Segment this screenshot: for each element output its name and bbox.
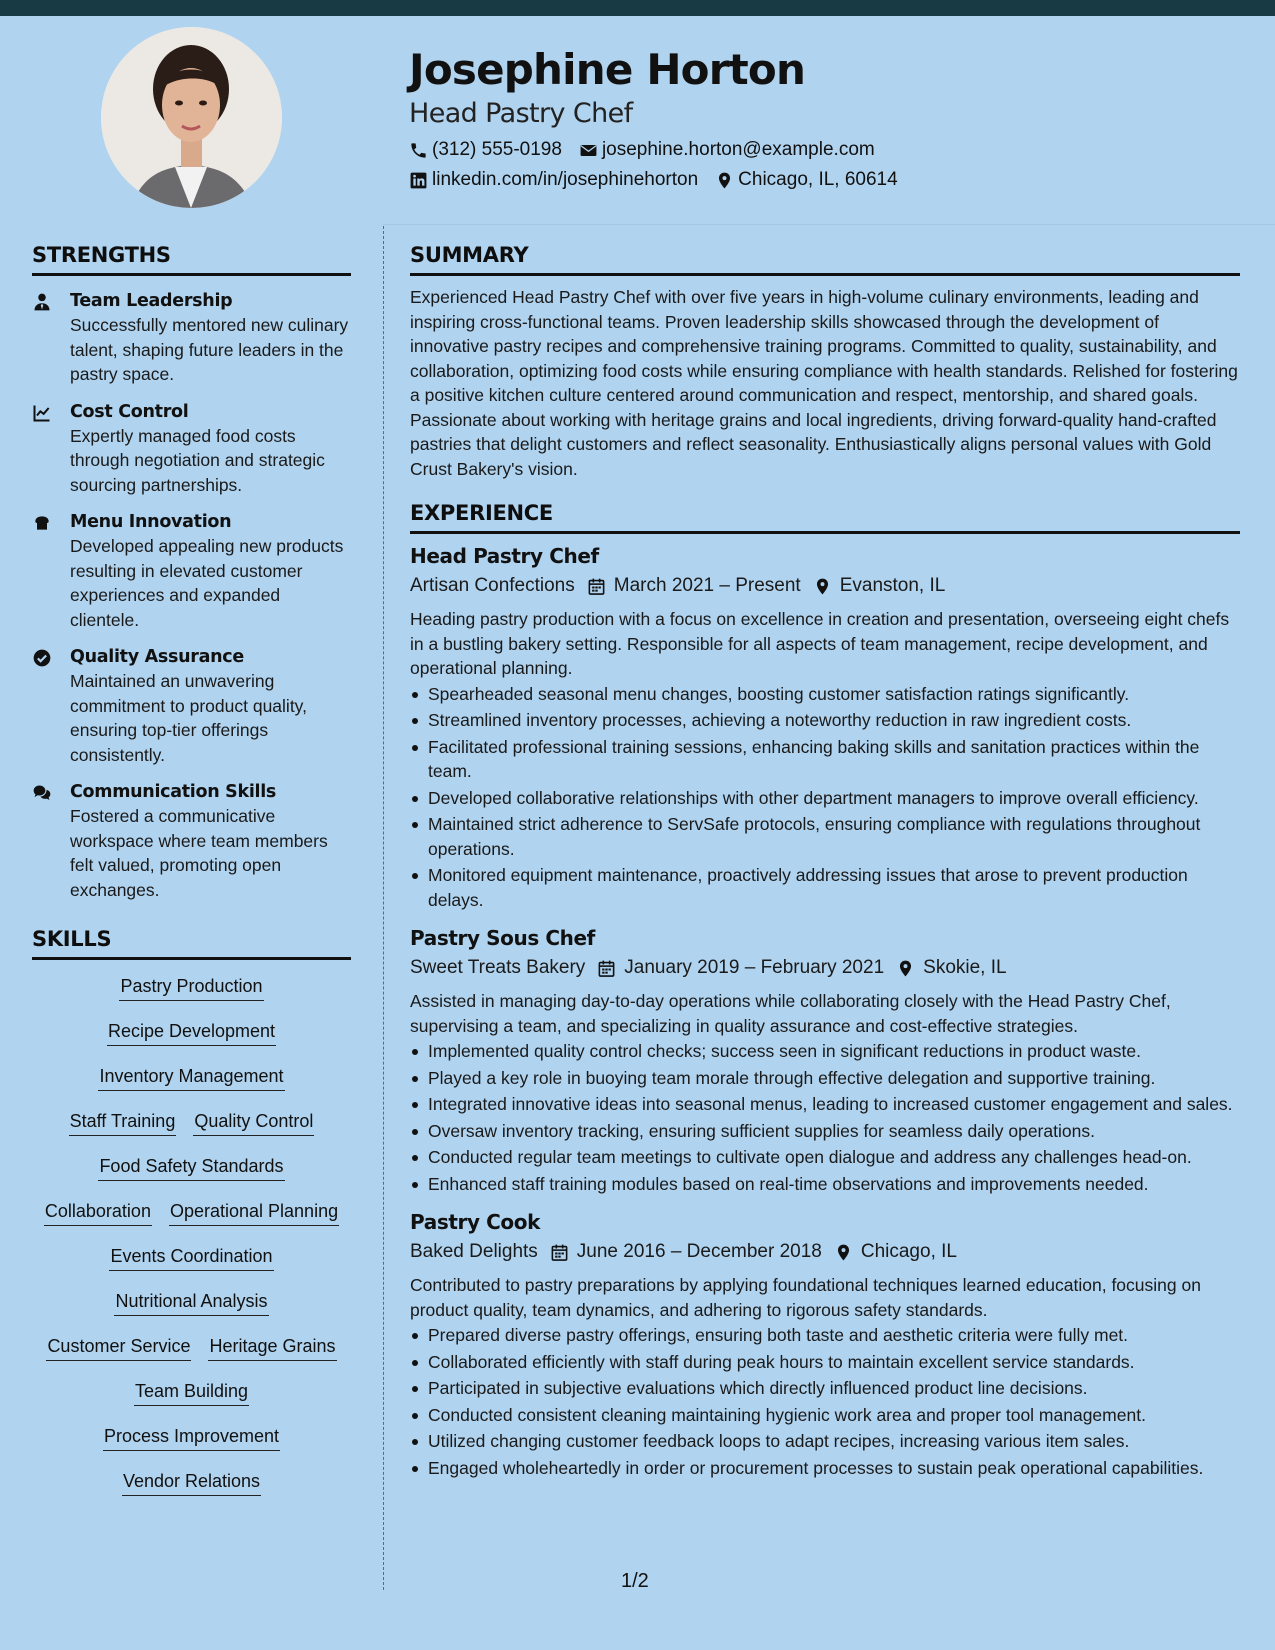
skill-tag: Pastry Production: [119, 974, 263, 1001]
experience-heading: EXPERIENCE: [410, 501, 553, 525]
job-bullet: Utilized changing customer feedback loops to adapt recipes, increasing various item sales.: [410, 1429, 1240, 1454]
bread-icon: [32, 513, 52, 533]
strength-title: Communication Skills: [70, 782, 277, 802]
strength-title: Quality Assurance: [70, 647, 244, 667]
email-contact[interactable]: [579, 138, 875, 162]
skills-list: [32, 974, 351, 1514]
skill-tag: Customer Service: [46, 1334, 191, 1361]
job-meta: [410, 1238, 1240, 1266]
job-bullet: Oversaw inventory tracking, ensuring sufficient supplies for seamless daily operations.: [410, 1119, 1240, 1144]
job-bullet: Maintained strict adherence to ServSafe protocols, ensuring compliance with regulations throughout operations.: [410, 812, 1240, 861]
contact-row-1: [409, 138, 1229, 162]
left-column: [32, 240, 351, 1514]
job-description: Heading pastry production with a focus on excellence in creation and presentation, overseeing eight chefs in a bustling bakery setting. Responsible for all aspects of team management, recipe development, and operational planning.: [410, 609, 1230, 678]
comments-icon: [32, 783, 52, 803]
skill-tag: Staff Training: [69, 1109, 177, 1136]
summary-rule: [410, 273, 1240, 276]
job-location: Chicago, IL: [860, 1241, 957, 1262]
job-bullets: [410, 1323, 1240, 1480]
strength-description: Developed appealing new products resulting in elevated customer experiences and expanded clientele.: [70, 536, 344, 630]
calendar-icon: [597, 959, 616, 978]
right-column: [410, 240, 1240, 1482]
candidate-title: Head Pastry Chef: [409, 98, 633, 129]
job-bullet: Streamlined inventory processes, achieving a noteworthy reduction in raw ingredient costs.: [410, 708, 1240, 733]
job-title: Pastry Cook: [410, 1210, 541, 1234]
job-dates: March 2021 – Present: [613, 575, 801, 596]
column-divider: [383, 226, 384, 1590]
linkedin-text: linkedin.com/in/josephinehorton: [432, 169, 699, 190]
header-divider: [383, 224, 1275, 225]
map-pin-icon: [896, 959, 915, 978]
phone-icon: [409, 141, 428, 160]
job-bullet: Spearheaded seasonal menu changes, boosting customer satisfaction ratings significantly.: [410, 682, 1240, 707]
skill-tag: Operational Planning: [169, 1199, 339, 1226]
job-dates: June 2016 – December 2018: [576, 1241, 822, 1262]
skill-tag: Vendor Relations: [122, 1469, 261, 1496]
calendar-icon: [587, 577, 606, 596]
job-entry: [410, 1208, 1240, 1480]
skill-tag: Quality Control: [193, 1109, 314, 1136]
strength-description: Successfully mentored new culinary talent, shaping future leaders in the pastry space.: [70, 315, 349, 384]
skill-tag: Events Coordination: [109, 1244, 273, 1271]
job-bullet: Collaborated efficiently with staff during peak hours to maintain excellent service standards.: [410, 1350, 1240, 1375]
strength-description: Expertly managed food costs through negotiation and strategic sourcing partnerships.: [70, 425, 325, 495]
strengths-rule: [32, 273, 351, 276]
strength-item: [32, 780, 351, 902]
job-bullet: Integrated innovative ideas into seasonal menus, leading to increased customer engagement and sales.: [410, 1092, 1240, 1117]
job-bullet: Conducted regular team meetings to cultivate open dialogue and address any challenges head-on.: [410, 1145, 1240, 1170]
job-bullet: Enhanced staff training modules based on real-time observations and improvements needed.: [410, 1172, 1240, 1197]
job-meta: [410, 954, 1240, 982]
linkedin-contact[interactable]: [409, 168, 698, 192]
job-dates: January 2019 – February 2021: [624, 957, 885, 978]
job-location: Evanston, IL: [839, 575, 946, 596]
map-pin-icon: [715, 171, 734, 190]
candidate-name: Josephine Horton: [409, 45, 806, 94]
location-contact: [715, 168, 898, 192]
strength-item: [32, 289, 351, 387]
job-bullets: [410, 1039, 1240, 1196]
job-bullet: Engaged wholeheartedly in order or procurement processes to sustain peak operational capabilities.: [410, 1456, 1240, 1481]
skill-tag: Food Safety Standards: [98, 1154, 284, 1181]
experience-rule: [410, 531, 1240, 534]
job-meta: [410, 572, 1240, 600]
skills-heading: SKILLS: [32, 927, 112, 951]
job-bullet: Implemented quality control checks; success seen in significant reductions in product waste.: [410, 1039, 1240, 1064]
job-bullet: Facilitated professional training sessions, enhancing baking skills and sanitation practices within the team.: [410, 735, 1240, 784]
job-location: Skokie, IL: [923, 957, 1007, 978]
summary-heading: SUMMARY: [410, 243, 529, 267]
strength-title: Menu Innovation: [70, 512, 232, 532]
strength-description: Maintained an unwavering commitment to product quality, ensuring top-tier offerings consistently.: [70, 671, 307, 765]
job-entry: [410, 924, 1240, 1196]
phone-text: (312) 555-0198: [432, 139, 562, 160]
skill-tag: Heritage Grains: [208, 1334, 336, 1361]
resume-header: [409, 42, 1229, 192]
map-pin-icon: [813, 577, 832, 596]
skills-rule: [32, 957, 351, 960]
skill-tag: Recipe Development: [107, 1019, 276, 1046]
skill-tag: Team Building: [134, 1379, 249, 1406]
profile-photo: [101, 27, 282, 208]
user-tie-icon: [32, 292, 52, 312]
linkedin-icon: [409, 171, 428, 190]
job-bullet: Conducted consistent cleaning maintaining hygienic work area and proper tool management.: [410, 1403, 1240, 1428]
job-bullets: [410, 682, 1240, 913]
job-bullet: Participated in subjective evaluations which directly influenced product line decisions.: [410, 1376, 1240, 1401]
skill-tag: Process Improvement: [103, 1424, 280, 1451]
job-entry: [410, 542, 1240, 912]
chart-line-icon: [32, 403, 52, 423]
job-bullet: Played a key role in buoying team morale through effective delegation and supportive training.: [410, 1066, 1240, 1091]
check-circle-icon: [32, 648, 52, 668]
summary-text: Experienced Head Pastry Chef with over five years in high-volume culinary environments, leading and inspiring cross-functional teams. Proven leadership skills showcased through the development of innovative pastry recipes and comprehensive training programs. Committed to quality, sustainability, and collaboration, optimizing food costs while ensuring compliance with health standards. Relished for fostering a positive kitchen culture centered around communication and respect, mentorship, and shared goals. Passionate about working with heritage grains and local ingredients, driving forward-quality hand-crafted pastries that delight customers and reflect seasonality. Enthusiastically aligns personal values with Gold Crust Bakery's vision.: [410, 287, 1238, 479]
location-text: Chicago, IL, 60614: [738, 169, 898, 190]
strength-item: [32, 400, 351, 498]
phone-contact[interactable]: [409, 138, 562, 162]
job-bullet: Prepared diverse pastry offerings, ensuring both taste and aesthetic criteria were fully met.: [410, 1323, 1240, 1348]
job-bullet: Developed collaborative relationships with other department managers to improve overall efficiency.: [410, 786, 1240, 811]
company-name: Baked Delights: [410, 1241, 538, 1262]
strength-item: [32, 645, 351, 767]
company-name: Artisan Confections: [410, 575, 575, 596]
job-title: Pastry Sous Chef: [410, 926, 595, 950]
page-number: 1/2: [621, 1570, 649, 1592]
company-name: Sweet Treats Bakery: [410, 957, 586, 978]
calendar-icon: [550, 1243, 569, 1262]
top-accent-bar: [0, 0, 1275, 16]
job-description: Contributed to pastry preparations by applying foundational techniques learned education, focusing on product quality, team dynamics, and adhering to rigorous safety standards.: [410, 1275, 1201, 1320]
strength-title: Cost Control: [70, 401, 189, 422]
contact-row-2: [409, 168, 1229, 192]
strengths-heading: STRENGTHS: [32, 243, 171, 267]
job-description: Assisted in managing day-to-day operations while collaborating closely with the Head Pastry Chef, supervising a team, and specializing in quality assurance and cost-effective strategies.: [410, 991, 1171, 1036]
strength-item: [32, 510, 351, 632]
strength-title: Team Leadership: [70, 291, 233, 311]
job-title: Head Pastry Chef: [410, 544, 599, 568]
map-pin-icon: [834, 1243, 853, 1262]
job-bullet: Monitored equipment maintenance, proactively addressing issues that arose to prevent production delays.: [410, 863, 1240, 912]
skill-tag: Inventory Management: [98, 1064, 284, 1091]
envelope-icon: [579, 141, 598, 160]
email-text: josephine.horton@example.com: [601, 139, 875, 160]
skill-tag: Collaboration: [44, 1199, 152, 1226]
strength-description: Fostered a communicative workspace where team members felt valued, promoting open exchanges.: [70, 806, 328, 900]
skill-tag: Nutritional Analysis: [114, 1289, 268, 1316]
